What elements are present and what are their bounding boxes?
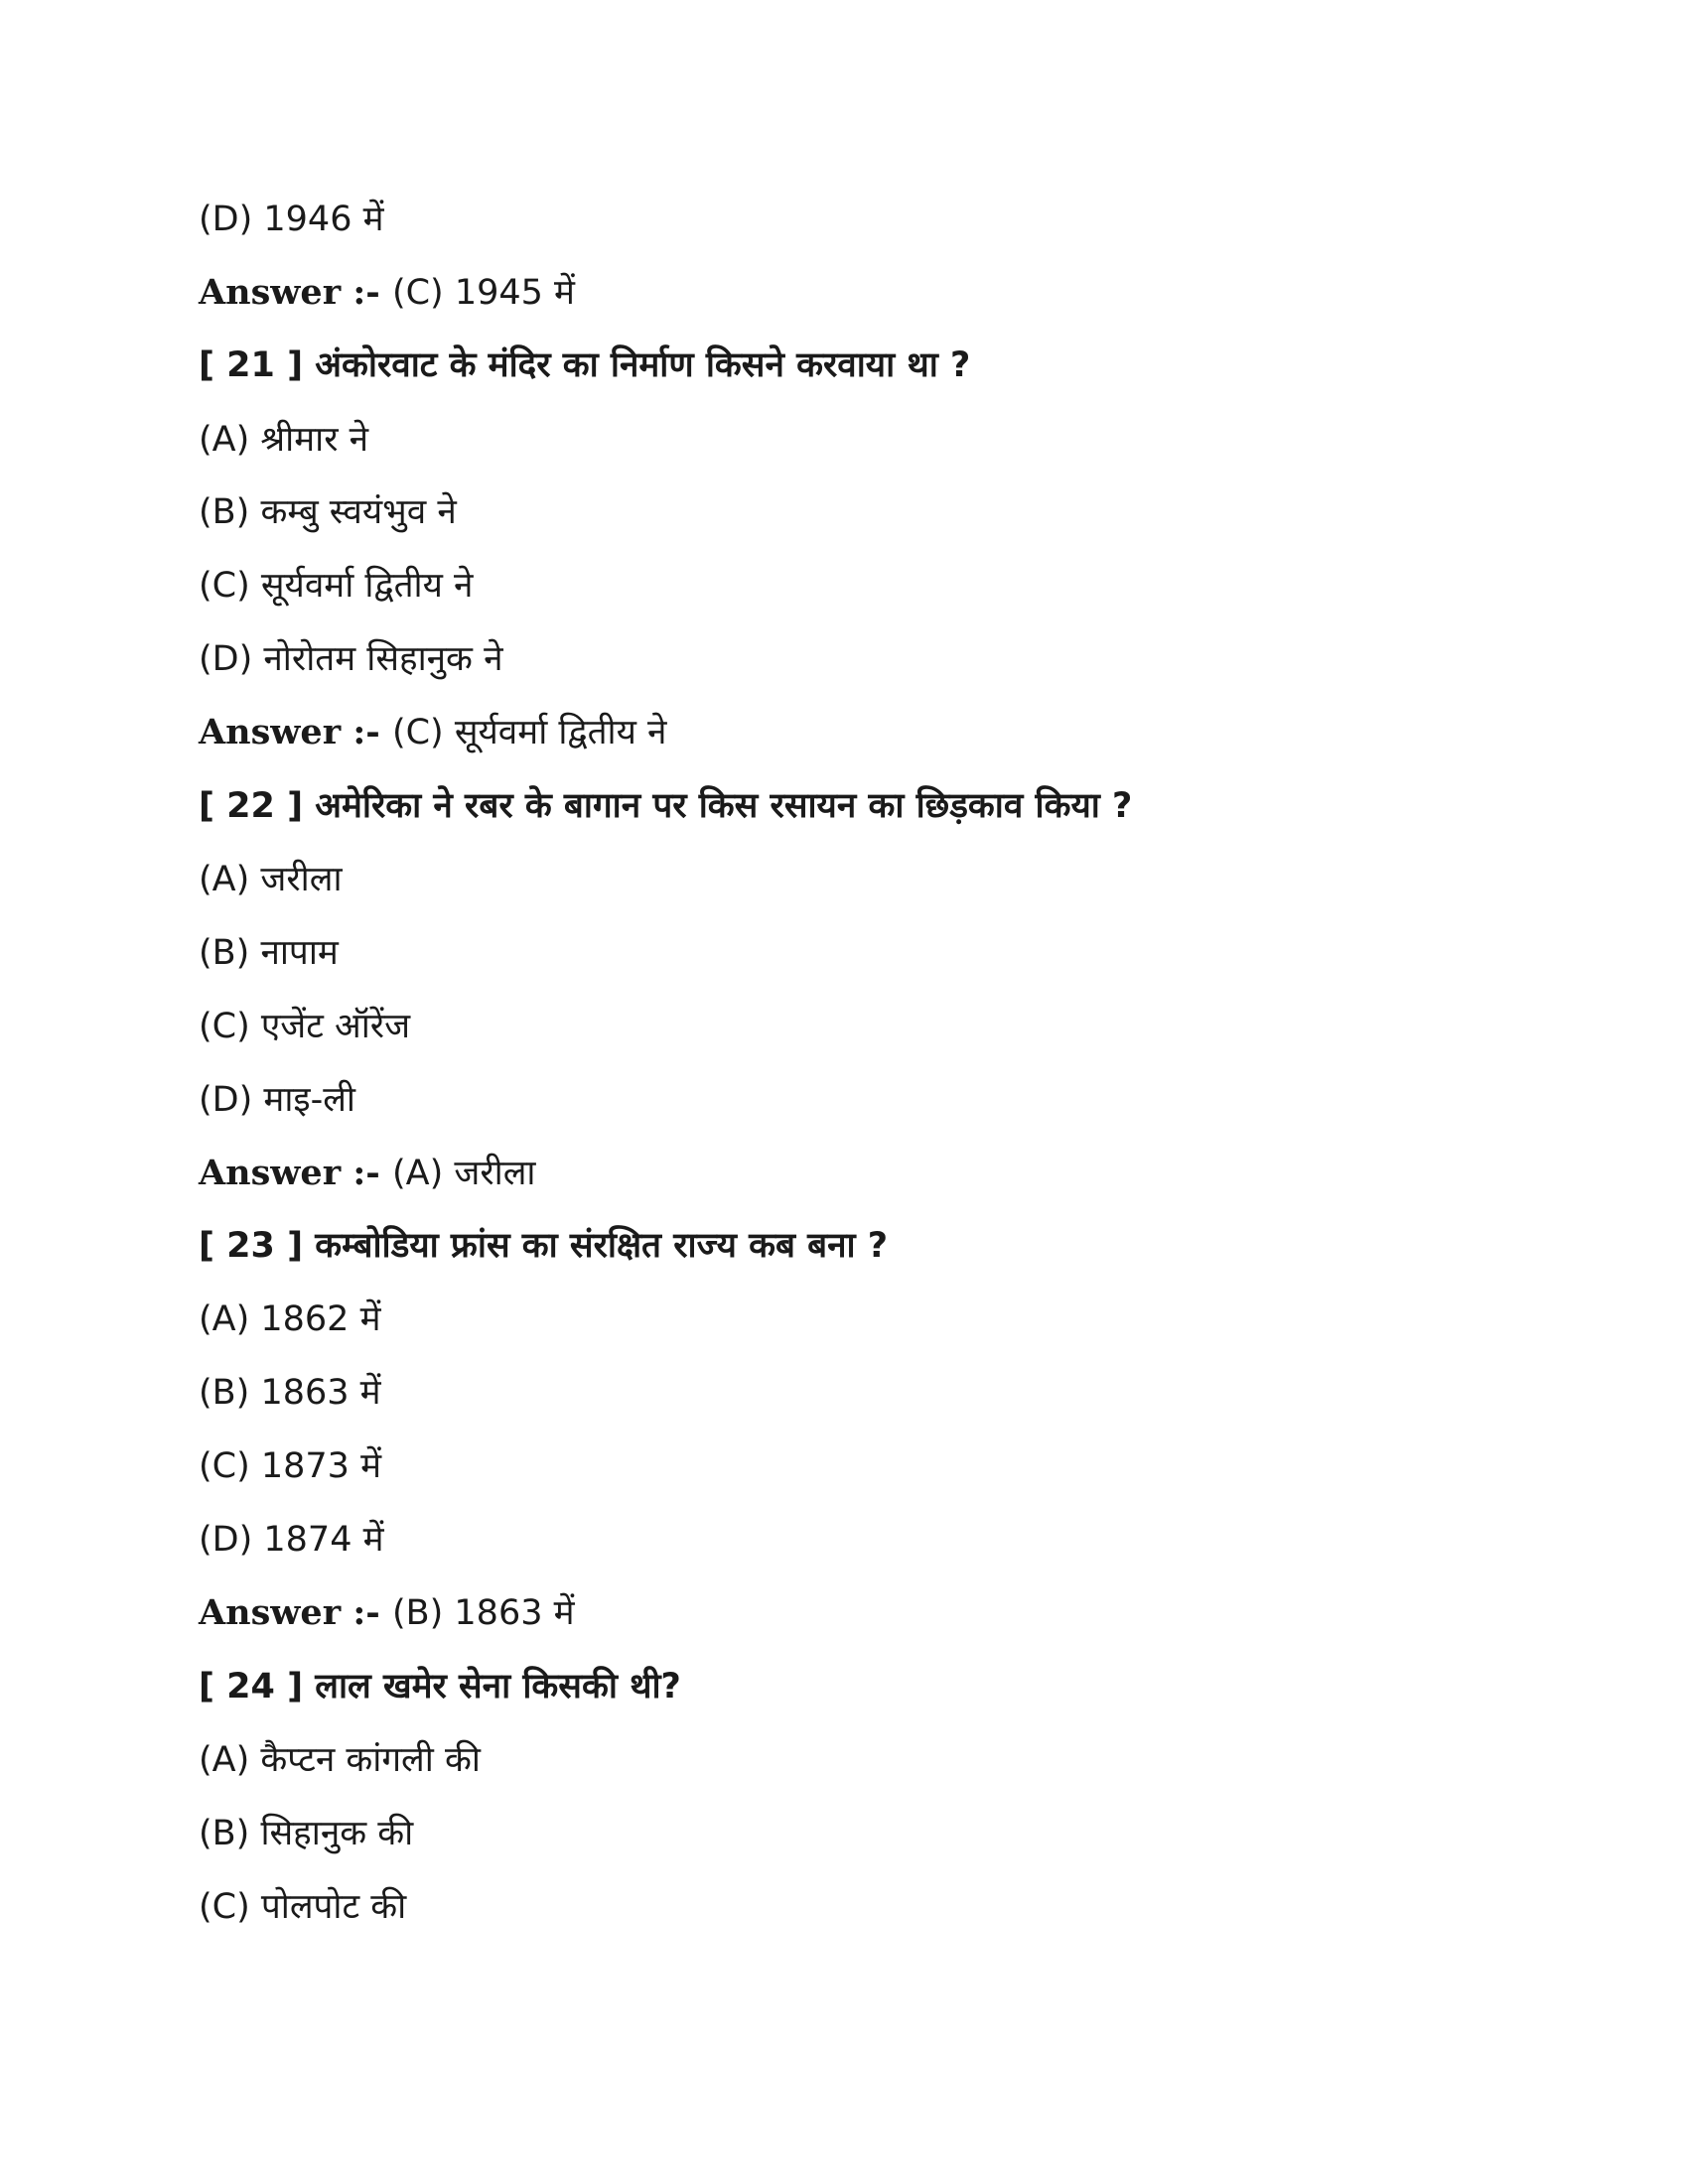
- q21-answer: [199, 711, 666, 754]
- q23-option-c: (C) 1873 में: [199, 1446, 382, 1486]
- q23-option-a: (A) 1862 में: [199, 1299, 381, 1339]
- q23-option-b: (B) 1863 में: [199, 1373, 381, 1413]
- answer-value: (A) जरीला: [391, 1154, 536, 1193]
- answer-label: Answer :-: [199, 712, 392, 752]
- question-23: [ 23 ] कम्बोडिया फ्रांस का संरक्षित राज्य कब बना ?: [199, 1226, 889, 1266]
- q22-answer: [199, 1152, 536, 1195]
- option-d-previous: (D) 1946 में: [199, 200, 384, 239]
- answer-label: Answer :-: [199, 1153, 392, 1193]
- q23-option-d: (D) 1874 में: [199, 1520, 384, 1560]
- question-22: [ 22 ] अमेरिका ने रबर के बागान पर किस रसायन का छिड़काव किया ?: [199, 786, 1133, 826]
- answer-previous: [199, 271, 575, 315]
- q23-answer: [199, 1591, 575, 1635]
- q22-option-c: (C) एजेंट ऑरेंज: [199, 1007, 411, 1046]
- answer-label: Answer :-: [199, 272, 392, 313]
- q24-option-b: (B) सिहानुक की: [199, 1814, 414, 1853]
- answer-value: (B) 1863 में: [391, 1593, 575, 1633]
- answer-label: Answer :-: [199, 1592, 392, 1633]
- q22-option-b: (B) नापाम: [199, 933, 339, 973]
- q22-option-d: (D) माइ-ली: [199, 1080, 355, 1120]
- q22-option-a: (A) जरीला: [199, 860, 343, 899]
- q21-option-b: (B) कम्बु स्वयंभुव ने: [199, 492, 457, 532]
- question-24: [ 24 ] लाल खमेर सेना किसकी थी?: [199, 1667, 681, 1706]
- answer-value: (C) सूर्यवर्मा द्वितीय ने: [391, 713, 667, 752]
- answer-value: (C) 1945 में: [391, 273, 575, 313]
- q21-option-d: (D) नोरोतम सिहानुक ने: [199, 639, 503, 679]
- q21-option-c: (C) सूर्यवर्मा द्वितीय ने: [199, 566, 474, 606]
- q24-option-a: (A) कैप्टन कांगली की: [199, 1740, 481, 1780]
- q21-option-a: (A) श्रीमार ने: [199, 420, 369, 460]
- question-21: [ 21 ] अंकोरवाट के मंदिर का निर्माण किसने करवाया था ?: [199, 345, 971, 385]
- q24-option-c: (C) पोलपोट की: [199, 1887, 407, 1927]
